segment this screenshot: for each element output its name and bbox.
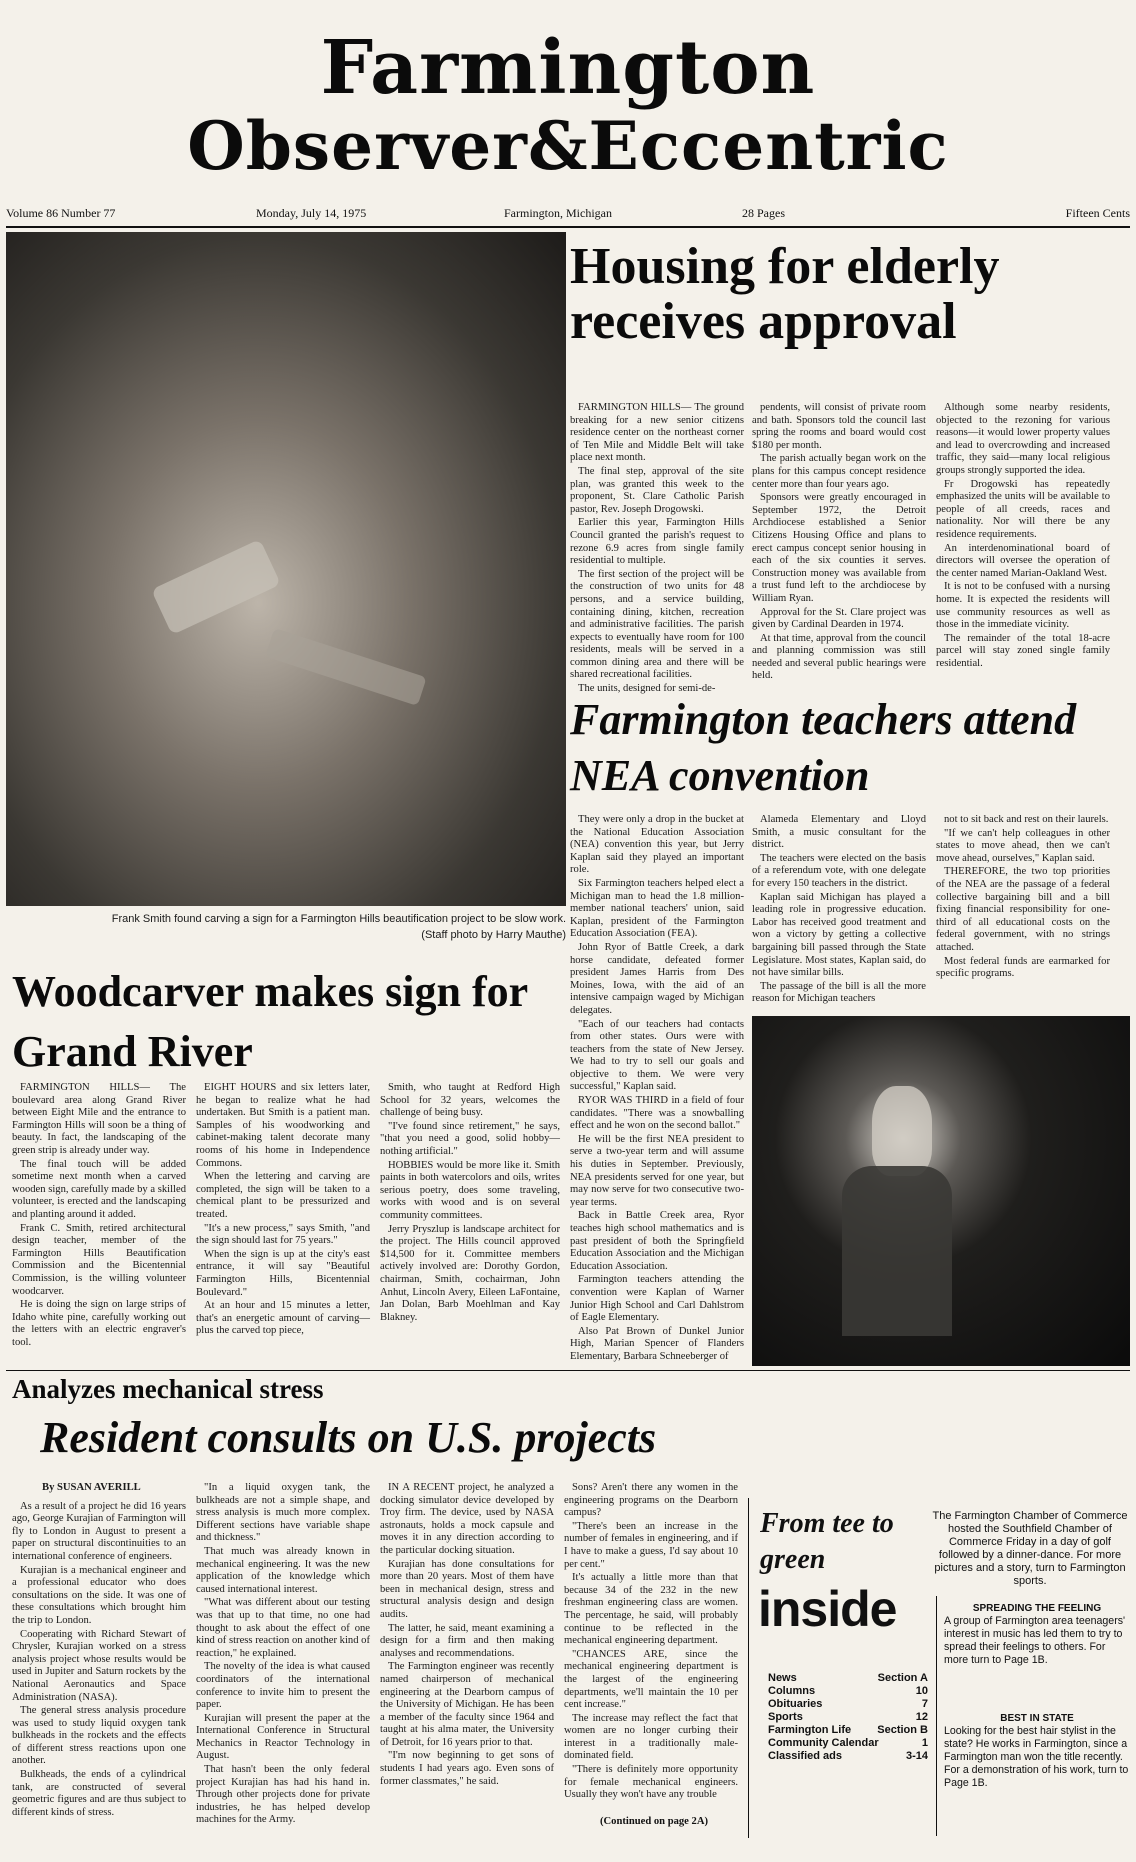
paragraph: The general stress analysis procedure was used to study liquid oxygen tank bulkheads in the rockets and the effects of different stress reactions upon one another.	[12, 1705, 186, 1767]
index-name: Obituaries	[768, 1698, 823, 1710]
paragraph: pendents, will consist of private room and bath. Sponsors told the council last spring the rooms and board would cost $180 per month.	[752, 402, 926, 451]
paragraph: Cooperating with Richard Stewart of Chrysler, Kurajian worked on a stress analysis project whose results would be used in Jupiter and Saturn rockets by the National Aeronautics and Space Administration (NASA).	[12, 1628, 186, 1703]
paragraph: "There's been an increase in the number of females in engineering, and if I have to make a guess, I'd say about 10 per cent."	[564, 1520, 738, 1570]
paragraph: When the lettering and carving are completed, the sign will be taken to a chemical plant to be pressurized and treated.	[196, 1171, 370, 1220]
paragraph: An interdenominational board of directors will oversee the operation of the center named Marian-Oakland West.	[936, 542, 1110, 579]
byline: By SUSAN AVERILL	[42, 1482, 141, 1493]
page-count: 28 Pages	[742, 206, 785, 220]
paragraph: The passage of the bill is all the more reason for Michigan teachers	[752, 980, 926, 1005]
paragraph: Bulkheads, the ends of a cylindrical tank, are constructed of several geometric figures and are thus subject to different kinds of stress.	[12, 1769, 186, 1818]
paragraph: It is not to be confused with a nursing home. It is expected the residents will use community resources as well as those in the immediate vicinity.	[936, 581, 1110, 631]
paragraph: The novelty of the idea is what caused coordinators of the international conference to invite him to present the paper.	[196, 1661, 370, 1711]
masthead-line2: Observer&Eccentric	[187, 107, 949, 185]
paragraph: Smith, who taught at Redford High School for 32 years, welcomes the challenge of being busy.	[380, 1082, 560, 1119]
paragraph: John Ryor of Battle Creek, a dark horse candidate, defeated former president James Harris from Des Moines, Iowa, with the aid of an intensive campaign waged by Michigan delegates.	[570, 941, 744, 1016]
index-row[interactable]	[768, 1711, 928, 1724]
paragraph: "What was different about our testing was that up to that time, no one had thought to ask about the effect of one kind of stress reaction on another kind of reaction," he explained.	[196, 1597, 370, 1659]
promo-spreading[interactable]	[944, 1602, 1130, 1667]
index-page: 12	[915, 1711, 928, 1723]
masthead-rule	[6, 226, 1130, 228]
paragraph: not to sit back and rest on their laurels.	[944, 814, 1109, 825]
paragraph: "I'm now beginning to get sons of students I had years ago. Even sons of former classmates," he said.	[380, 1750, 554, 1787]
paragraph: It's actually a little more than that because 34 of the 232 in the new freshman engineering class are women. The percentage, he said, will probably continue to be reflected in the mechanical engineering department.	[564, 1572, 738, 1647]
index-row[interactable]	[768, 1750, 928, 1763]
paragraph: Fr Drogowski has repeatedly emphasized the units will be available to people of all creeds, races and nationality. Nor will there be any residence requirements.	[936, 478, 1110, 540]
index-page: Section B	[877, 1724, 928, 1736]
index-row[interactable]	[768, 1698, 928, 1711]
index-page: 7	[921, 1698, 928, 1710]
resident-col-3	[380, 1482, 554, 1812]
masthead-line1: Farmington	[320, 25, 816, 111]
photo-caption: Frank Smith found carving a sign for a Farmington Hills beautification project to be slow work.	[111, 913, 566, 925]
woodcarver-col-2	[196, 1082, 370, 1360]
paragraph: The first section of the project will be the construction of two units for 48 persons, and a service building, containing dining, kitchen, recreation and administrative facilities. The parish expects to eventually have room for 100 residents, meals will be served in a common dining area and there will be shared recreational facilities.	[570, 568, 744, 681]
paragraph: Approval for the St. Clare project was given by Cardinal Dearden in 1974.	[752, 606, 926, 631]
promo-text: A group of Farmington area teenagers' interest in music has led them to try to spread their feelings to others. For more turn to Page 1B.	[944, 1615, 1126, 1666]
woodcarver-headline: Woodcarver makes sign for Grand River	[12, 967, 528, 1076]
paragraph: "Each of our teachers had contacts from other states. Ours were with teachers from the state of New Jersey. We had to try to sell our goals and objective to them. We were very successful," Kaplan said.	[570, 1018, 744, 1093]
resident-col-1	[12, 1482, 186, 1818]
price: Fifteen Cents	[1065, 206, 1130, 220]
paragraph: Six Farmington teachers helped elect a Michigan man to head the 1.8 million-member national teachers' union, said Kaplan, president of the Farmington Education Association (FEA).	[570, 877, 744, 940]
inside-index	[768, 1672, 928, 1763]
paragraph: At that time, approval from the council and planning commission was still needed and several public hearings were held.	[752, 632, 926, 682]
paragraph: Sons? Aren't there any women in the engineering programs on the Dearborn campus?	[564, 1482, 738, 1519]
paragraph: Most federal funds are earmarked for specific programs.	[936, 955, 1110, 980]
teachers-headline: Farmington teachers attend NEA convention	[570, 695, 1077, 800]
paragraph: Kurajian has done consultations for more than 20 years. Most of them have been in mechanical design, stress and structural analysis design and design audits.	[380, 1558, 554, 1620]
paragraph: The final step, approval of the site plan, was granted this week to the proponent, St. Clare Catholic Parish pastor, Rev. Joseph Drogowski.	[570, 465, 744, 515]
paragraph: "If we can't help colleagues in other states to move ahead, then we can't move ahead, ourselves," Kaplan said.	[936, 827, 1110, 864]
housing-headline: Housing for elderly receives approval	[570, 238, 1000, 350]
paragraph: The increase may reflect the fact that women are no longer curbing their interest in a traditionally male-dominated field.	[564, 1712, 738, 1762]
index-name: Sports	[768, 1711, 803, 1723]
woodcarver-col-1	[12, 1082, 186, 1360]
paragraph: At an hour and 15 minutes a letter, that's an energetic amount of carving—plus the carved top piece,	[196, 1300, 370, 1337]
paragraph: They were only a drop in the bucket at the National Education Association (NEA) convention this year, but Jerry Kaplan said they played an important role.	[570, 814, 744, 876]
paragraph: Also Pat Brown of Dunkel Junior High, Marian Spencer of Flanders Elementary, Barbara Schneeberger of	[570, 1325, 744, 1362]
paragraph: Alameda Elementary and Lloyd Smith, a music consultant for the district.	[752, 814, 926, 851]
paragraph: That hasn't been the only federal project Kurajian has had his hand in. Through other projects done for private industries, he has helped develop machines for the Army.	[196, 1764, 370, 1826]
paragraph: RYOR WAS THIRD in a field of four candidates. "There was a snowballing effect and he won on the second ballot."	[570, 1095, 744, 1132]
housing-col-1	[570, 402, 744, 695]
paragraph: As a result of a project he did 16 years ago, George Kurajian of Farmington will fly to London in August to present a paper on structural discontinuities to an international conference of engineers.	[12, 1500, 186, 1562]
resident-headline: Resident consults on U.S. projects	[40, 1413, 657, 1462]
index-name: News	[768, 1672, 797, 1684]
column-rule	[748, 1498, 749, 1838]
promo-head: SPREADING THE FEELING	[972, 1603, 1102, 1614]
promo-rule	[936, 1596, 937, 1836]
paragraph: Jerry Pryszlup is landscape architect for the project. The Hills council approved $14,500 for it. Committee members actively involved are: Dorothy Gordon, chairman, Smith, cochairman, John Anhut, Lincoln Avery, Eileen LaFontaine, Jan Dolan, Barb Moehlman and Kay Blakney.	[380, 1223, 560, 1323]
paragraph: Sponsors were greatly encouraged in September 1972, the Detroit Archdiocese established a Senior Citizens Housing Office and plans to erect campus concept senior housing in each of the six counties it serves. Construction money was available from a trust fund left to the archdiocese by William Ryan.	[752, 492, 926, 604]
index-page: Section A	[877, 1672, 928, 1684]
index-row[interactable]	[768, 1672, 928, 1685]
resident-col-4	[564, 1482, 738, 1812]
index-row[interactable]	[768, 1685, 928, 1698]
housing-col-2	[752, 402, 926, 684]
paragraph: He will be the first NEA president to serve a two-year term and will assume his duties in September. Previously, NEA presidents served for one year, but may now serve for two consecutive two-year terms.	[570, 1133, 744, 1208]
paragraph: THEREFORE, the two top priorities of the NEA are the passage of a federal collective bargaining bill and a bill fixing financial responsibility for one-third of all educational costs on the federal government, with no strings attached.	[936, 866, 1110, 953]
section-rule	[6, 1370, 1130, 1371]
paragraph: Frank C. Smith, retired architectural design teacher, member of the Farmington Hills Beautification Commission and the Bicentennial Commission, is the willing volunteer woodcarver.	[12, 1222, 186, 1297]
index-page: 1	[921, 1737, 928, 1749]
index-name: Farmington Life	[768, 1724, 852, 1736]
photo-credit: (Staff photo by Harry Mauthe)	[421, 929, 566, 941]
paragraph: He is doing the sign on large strips of Idaho white pine, carefully working out the letters with an electric engraver's tool.	[12, 1299, 186, 1348]
paragraph: The latter, he said, meant examining a design for a firm and then making analyses and recommendations.	[380, 1622, 554, 1659]
paragraph: The units, designed for semi-de-	[578, 683, 716, 695]
woodcarver-photo	[6, 232, 566, 906]
volume-number: Volume 86 Number 77	[6, 206, 116, 220]
paragraph: Earlier this year, Farmington Hills Council granted the parish's request to rezone 6.9 acres from single family residential to multiple.	[570, 517, 744, 567]
paragraph: The teachers were elected on the basis of a referendum vote, with one delegate for every 150 teachers in the district.	[752, 852, 926, 889]
paragraph: That much was already known in mechanical engineering. It was the new application of the knowledge which caused international interest.	[196, 1545, 370, 1595]
paragraph: "CHANCES ARE, since the mechanical engineering department is the largest of the engineering departments, we'll maintain the 10 per cent increase."	[564, 1648, 738, 1711]
index-name: Columns	[768, 1685, 816, 1697]
tee-headline: From tee to green	[760, 1508, 894, 1575]
info-bar	[6, 206, 1130, 224]
paragraph: Kaplan said Michigan has played a leading role in progressive education. Labor has received good treatment and won a victory by getting a collective bargaining bill passed through the State Legislature. Most states, Kaplan said, do not have similar bills.	[752, 891, 926, 979]
index-page: 3-14	[905, 1750, 928, 1762]
continued-note: (Continued on page 2A)	[600, 1816, 709, 1827]
paragraph: "I've found since retirement," he says, "that you need a good, solid hobby—nothing artificial."	[380, 1120, 560, 1157]
index-row[interactable]	[768, 1724, 928, 1737]
paragraph: When the sign is up at the city's east entrance, it will say "Beautiful Farmington Hills, Bicentennial Boulevard."	[196, 1248, 370, 1298]
index-name: Classified ads	[768, 1750, 842, 1762]
dateline-place: Farmington, Michigan	[504, 206, 612, 220]
promo-head: BEST IN STATE	[1000, 1713, 1074, 1724]
teachers-col-3	[936, 814, 1110, 1008]
paragraph: The parish actually began work on the plans for this campus concept residence center more than four years ago.	[752, 453, 926, 490]
paragraph: "It's a new process," says Smith, "and the sign should last for 75 years."	[196, 1222, 370, 1247]
paragraph: Although some nearby residents, objected to the rezoning for various reasons—it would lower property values and lead to overcrowding and increased traffic, they said—many local religious groups strongly supported the idea.	[936, 402, 1110, 476]
inside-logo: inside	[758, 1581, 897, 1637]
issue-date: Monday, July 14, 1975	[256, 206, 367, 220]
tee-caption: The Farmington Chamber of Commerce hosted the Southfield Chamber of Commerce Friday in a day of golf followed by a dinner-dance. For more pictures and a story, turn to Farmington sports.	[932, 1510, 1128, 1587]
woodcarver-col-3	[380, 1082, 560, 1360]
teachers-col-2	[752, 814, 926, 1008]
promo-best-in-state[interactable]	[944, 1712, 1130, 1790]
paragraph: The final touch will be added sometime next month when a carved wooden sign, carefully made by a skilled volunteer, is erected and the landscaping and planting around it added.	[12, 1158, 186, 1220]
paragraph: EIGHT HOURS and six letters later, he began to realize what he had undertaken. But Smith is a patient man. Samples of his woodworking and cabinet-making talent decorate many rooms of his home in Independence Commons.	[196, 1082, 370, 1169]
index-name: Community Calendar	[768, 1737, 879, 1749]
paragraph: HOBBIES would be more like it. Smith paints in both watercolors and oils, writes serious poetry, does some traveling, works with wood and is on several community committees.	[380, 1159, 560, 1221]
housing-col-3	[936, 402, 1110, 684]
paragraph: FARMINGTON HILLS— The boulevard area along Grand River between Eight Mile and the entrance to Farmington Hills will soon be a thing of beauty. In fact, the landscaping of the green strip is already under way.	[12, 1082, 186, 1156]
index-row[interactable]	[768, 1737, 928, 1750]
paragraph: "There is definitely more opportunity for female mechanical engineers. Usually they won't have any trouble	[564, 1764, 738, 1801]
resident-col-2	[196, 1482, 370, 1826]
resident-kicker: Analyzes mechanical stress	[12, 1374, 324, 1404]
paragraph: FARMINGTON HILLS— The ground breaking for a new senior citizens residence center on the northeast corner of Ten Mile and Middle Belt will take place next month.	[570, 402, 744, 464]
paragraph: "In a liquid oxygen tank, the bulkheads are not a simple shape, and stress analysis is much more complex. Different sections have variable shape and thickness."	[196, 1482, 370, 1544]
teacher-photo	[752, 1016, 1130, 1366]
paragraph: The remainder of the total 18-acre parcel will stay zoned single family residential.	[936, 632, 1110, 669]
paragraph: Farmington teachers attending the convention were Kaplan of Warner Junior High School and Carl Dahlstrom of Eagle Elementary.	[570, 1274, 744, 1324]
paragraph: The Farmington engineer was recently named chairperson of mechanical engineering at the Dearborn campus of the University of Michigan. He has been a member of the faculty since 1964 and taught at his alma mater, the University of Detroit, for 16 years prior to that.	[380, 1661, 554, 1748]
paragraph: IN A RECENT project, he analyzed a docking simulator device developed by Troy firm. The device, used by NASA astronauts, holds a mock capsule and moves it in any direction according to the particular docking situation.	[380, 1482, 554, 1556]
paragraph: Kurajian will present the paper at the International Conference in Structural Mechanics in Reactor Technology in August.	[196, 1712, 370, 1762]
teachers-col-1	[570, 814, 744, 1366]
index-page: 10	[915, 1685, 928, 1697]
paragraph: Kurajian is a mechanical engineer and a professional educator who does consultations on the side. It was one of these consultations which brought him the trip to London.	[12, 1564, 186, 1626]
promo-text: Looking for the best hair stylist in the state? He works in Farmington, since a Farmington man won the title recently. For a demonstration of his work, turn to Page 1B.	[944, 1725, 1129, 1789]
paragraph: Back in Battle Creek area, Ryor teaches high school mathematics and is past president of both the Springfield Education Association and the Michigan Education Association.	[570, 1210, 744, 1272]
